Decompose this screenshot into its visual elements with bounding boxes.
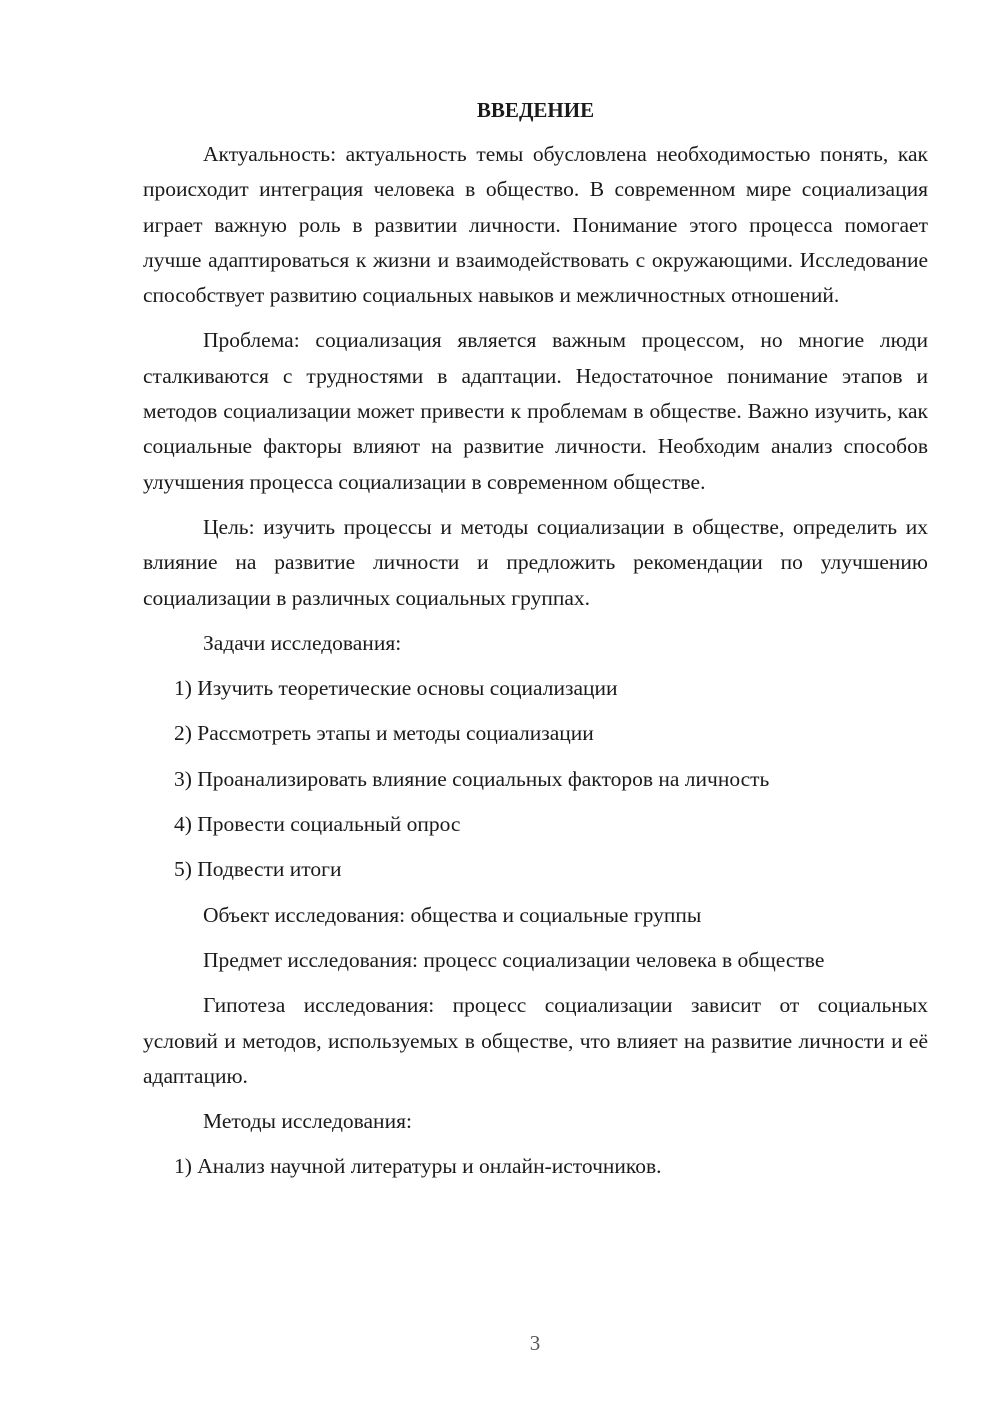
task-item: 4) Провести социальный опрос <box>174 812 461 837</box>
hypothesis-paragraph: Гипотеза исследования: процесс социализации зависит от социальных условий и методов, используемых в обществе, что влияет на развитие личности и её адаптацию. <box>143 993 928 1088</box>
task-item: 3) Проанализировать влияние социальных факторов на личность <box>174 766 770 791</box>
relevance-paragraph: Актуальность: актуальность темы обусловлена необходимостью понять, как происходит интеграция человека в общество. В современном мире социализация играет важную роль в развитии личности. Понимание этого процесса помогает лучше адаптироваться к жизни и взаимодействовать с окружающими. Исследование способствует развитию социальных навыков и межличностных отношений. <box>143 142 928 308</box>
problem-paragraph: Проблема: социализация является важным процессом, но многие люди сталкиваются с трудностями в адаптации. Недостаточное понимание этапов и методов социализации может привести к проблемам в обществе. Важно изучить, как социальные факторы влияют на развитие личности. Необходим анализ способов улучшения процесса социализации в современном обществе. <box>143 328 928 494</box>
task-item: 2) Рассмотреть этапы и методы социализации <box>174 721 594 746</box>
tasks-heading: Задачи исследования: <box>203 630 402 655</box>
document-page <box>143 95 928 1195</box>
research-object: Объект исследования: общества и социальные группы <box>203 902 702 927</box>
research-subject: Предмет исследования: процесс социализации человека в обществе <box>203 947 825 972</box>
page-number: 3 <box>529 1331 541 1355</box>
task-item: 1) Изучить теоретические основы социализации <box>174 676 618 701</box>
methods-heading: Методы исследования: <box>203 1109 412 1134</box>
task-item: 5) Подвести итоги <box>174 857 342 882</box>
page-title: ВВЕДЕНИЕ <box>476 98 595 122</box>
goal-paragraph: Цель: изучить процессы и методы социализации в обществе, определить их влияние на развитие личности и предложить рекомендации по улучшению социализации в различных социальных группах. <box>143 514 928 610</box>
method-item: 1) Анализ научной литературы и онлайн-источников. <box>174 1154 662 1179</box>
